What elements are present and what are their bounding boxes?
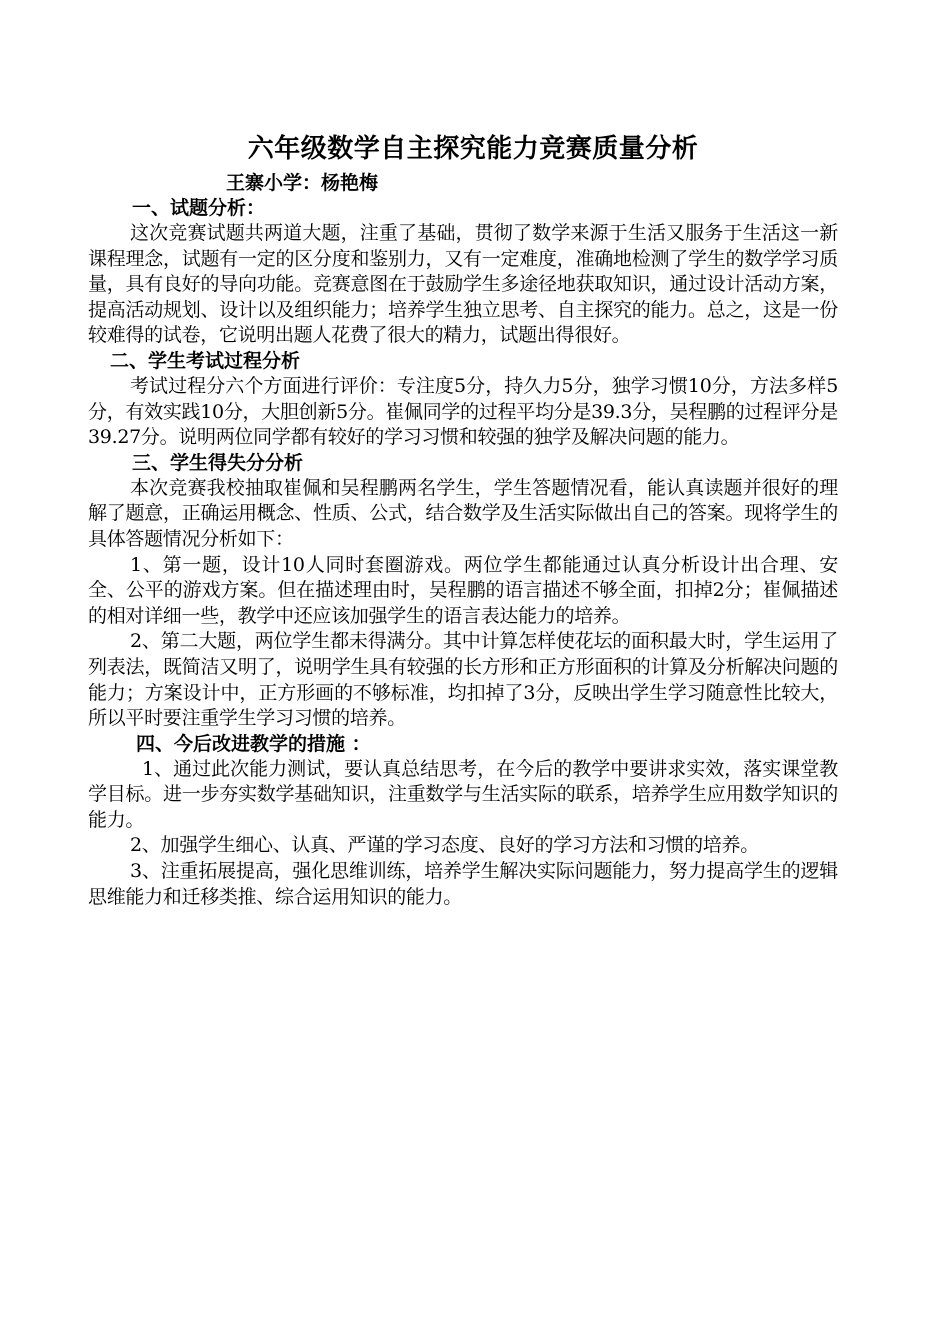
section-heading-4: 四、今后改进教学的措施 ： <box>136 732 371 755</box>
section-heading-2: 二、学生考试过程分析 <box>110 349 301 372</box>
document-page <box>88 128 838 910</box>
section-heading-1: 一、试题分析： <box>132 197 266 219</box>
document-title: 六年级数学自主探究能力竞赛质量分析 <box>247 134 699 164</box>
section-4-paragraph-2: 2、加强学生细心、认真、严谨的学习态度、良好的学习方法和习惯的培养。 <box>130 834 759 857</box>
section-2-paragraph-1: 考试过程分六个方面进行评价：专注度5分，持久力5分，独学习惯10分，方法多样5分，有效实践10分，大胆创新5分。崔佩同学的过程平均分是39.3分，吴程鹏的过程评分是39.27分。说明两位同学都有较好的学习习惯和较强的独学及解决问题的能力。 <box>88 374 838 449</box>
section-3-paragraph-1: 本次竞赛我校抽取崔佩和吴程鹏两名学生，学生答题情况看，能认真读题并很好的理解了题意，正确运用概念、性质、公式，结合数学及生活实际做出自己的答案。现将学生的具体答题情况分析如下： <box>88 476 838 550</box>
section-4-paragraph-3: 3、注重拓展提高，强化思维训练，培养学生解决实际问题能力，努力提高学生的逻辑思维能力和迁移类推、综合运用知识的能力。 <box>88 860 838 908</box>
section-3-paragraph-2: 1、第一题，设计10人同时套圈游戏。两位学生都能通过认真分析设计出合理、安全、公平的游戏方案。但在描述理由时，吴程鹏的语言描述不够全面，扣掉2分；崔佩描述的相对详细一些，教学中还应该加强学生的语言表达能力的培养。 <box>88 553 838 627</box>
document-author: 王寨小学：杨艳梅 <box>226 172 379 194</box>
section-heading-3: 三、学生得失分分析 <box>132 451 304 474</box>
section-4-paragraph-1: 1、通过此次能力测试，要认真总结思考，在今后的教学中要讲求实效，落实课堂教学目标。进一步夯实数学基础知识，注重数学与生活实际的联系，培养学生应用数学知识的能力。 <box>88 757 838 831</box>
section-3-paragraph-3: 2、第二大题，两位学生都未得满分。其中计算怎样使花坛的面积最大时，学生运用了列表法，既简洁又明了，说明学生具有较强的长方形和正方形面积的计算及分析解决问题的能力；方案设计中，正方形画的不够标准，均扣掉了3分，反映出学生学习随意性比较大，所以平时要注重学生学习习惯的培养。 <box>88 630 838 730</box>
section-1-paragraph-1: 这次竞赛试题共两道大题，注重了基础，贯彻了数学来源于生活又服务于生活这一新课程理念，试题有一定的区分度和鉴别力，又有一定难度，准确地检测了学生的数学学习质量，具有良好的导向功能。竞赛意图在于鼓励学生多途径地获取知识，通过设计活动方案，提高活动规划、设计以及组织能力；培养学生独立思考、自主探究的能力。总之，这是一份较难得的试卷，它说明出题人花费了很大的精力，试题出得很好。 <box>88 222 838 347</box>
